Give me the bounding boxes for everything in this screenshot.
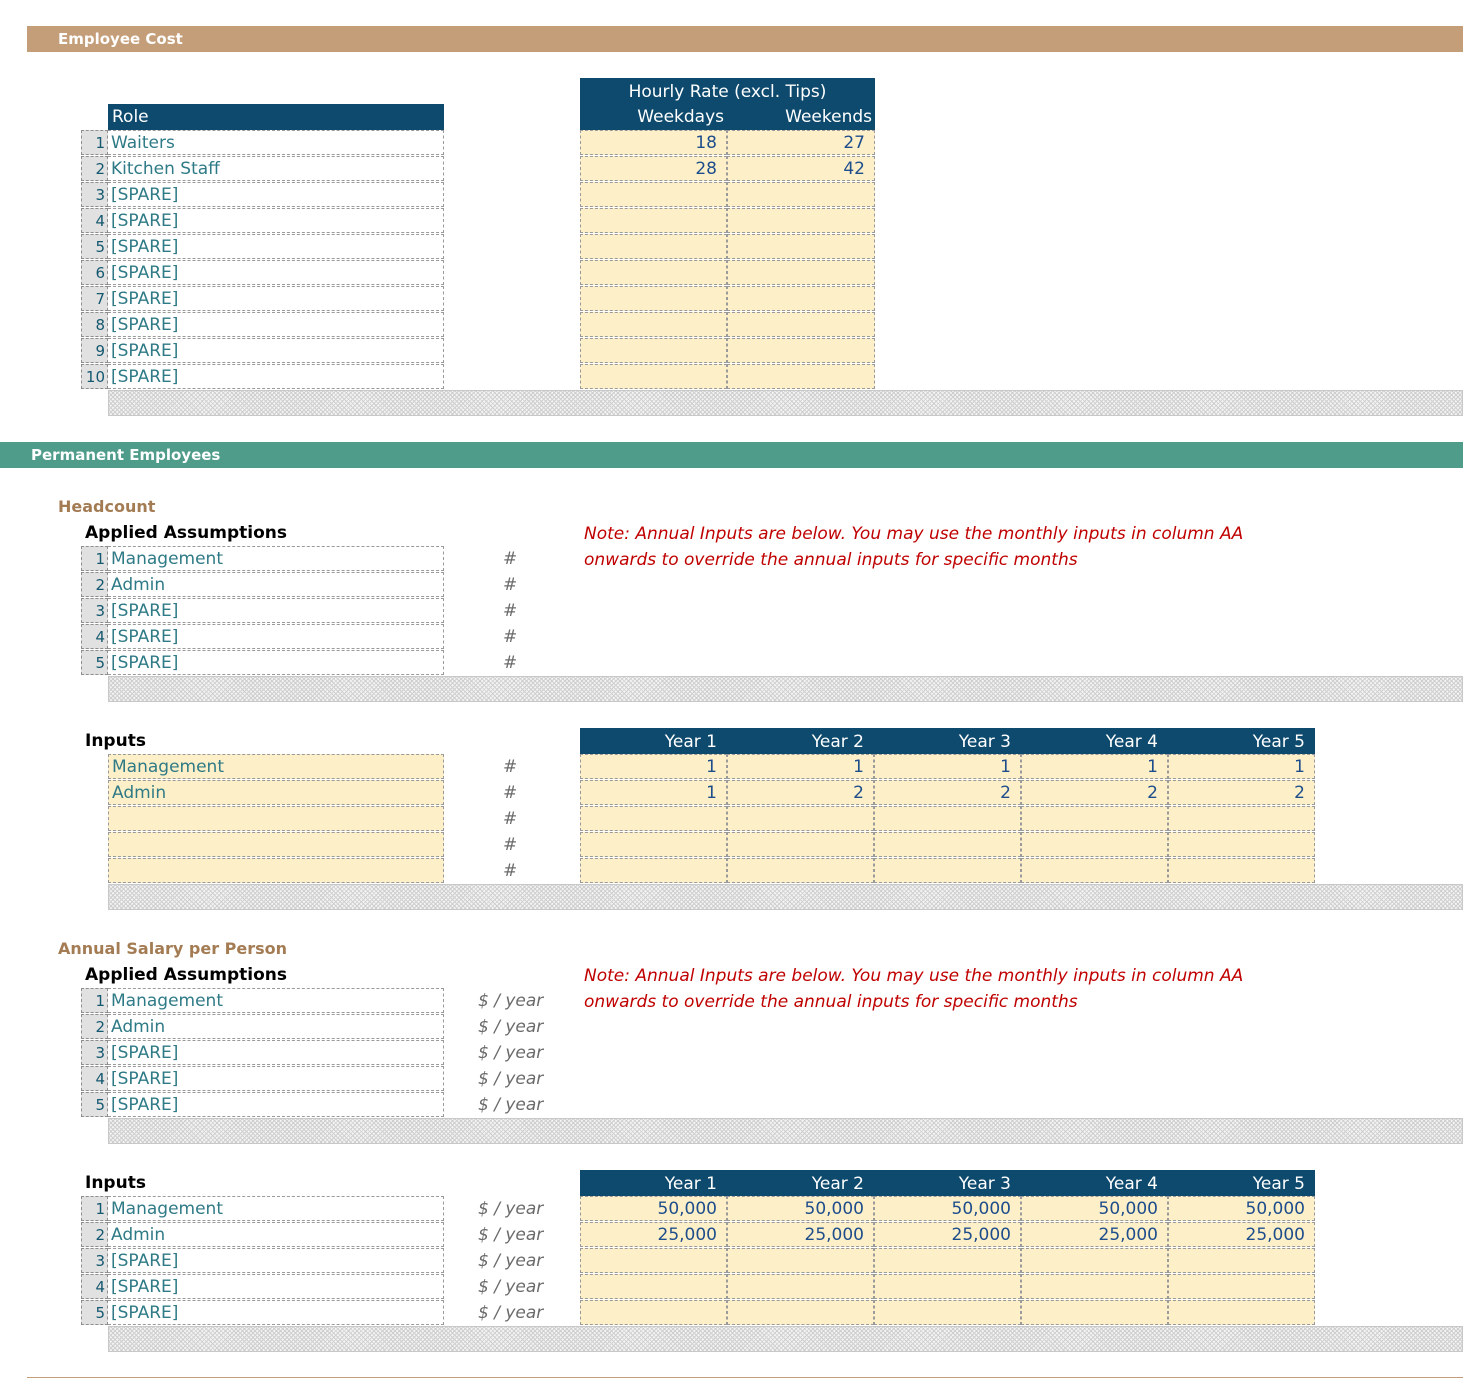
headcount-note-line2: onwards to override the annual inputs for specific months: [584, 550, 1078, 570]
salary-input-value[interactable]: [727, 1300, 874, 1325]
year-header: Year 3: [874, 1170, 1021, 1196]
weekend-rate-cell[interactable]: [727, 234, 875, 259]
headcount-note-line1: Note: Annual Inputs are below. You may use the monthly inputs in column AA: [584, 524, 1244, 544]
row-number: 2: [81, 1222, 108, 1247]
end-of-section-hatch: [108, 1326, 1463, 1352]
unit-label: #: [503, 601, 518, 621]
salary-input-value[interactable]: 50,000: [727, 1196, 874, 1221]
unit-label: #: [503, 835, 518, 855]
headcount-input-value[interactable]: [874, 806, 1021, 831]
headcount-input-value[interactable]: 2: [727, 780, 874, 805]
weekday-rate-cell[interactable]: [580, 234, 727, 259]
salary-subtitle: Annual Salary per Person: [58, 939, 288, 958]
salary-note-line2: onwards to override the annual inputs for specific months: [584, 992, 1078, 1012]
role-column-header: Role: [108, 104, 444, 130]
headcount-input-value[interactable]: 2: [1021, 780, 1168, 805]
salary-input-value[interactable]: [1021, 1248, 1168, 1273]
salary-input-value[interactable]: [580, 1274, 727, 1299]
weekend-rate-cell[interactable]: [727, 260, 875, 285]
row-number: 1: [81, 130, 108, 155]
row-number: 1: [81, 546, 108, 571]
row-number: 3: [81, 1040, 108, 1065]
row-number: 7: [81, 286, 108, 311]
headcount-input-name[interactable]: Admin: [108, 780, 444, 805]
unit-label: $ / year: [478, 1017, 544, 1037]
applied-role-cell: Admin: [108, 1014, 444, 1039]
year-header: Year 5: [1168, 1170, 1315, 1196]
unit-label: $ / year: [478, 1303, 544, 1323]
headcount-input-name[interactable]: [108, 858, 444, 883]
weekend-rate-cell[interactable]: [727, 312, 875, 337]
hourly-rate-header: Hourly Rate (excl. Tips): [580, 78, 875, 104]
salary-input-value[interactable]: [727, 1248, 874, 1273]
headcount-input-value[interactable]: 2: [874, 780, 1021, 805]
year-header: Year 4: [1021, 1170, 1168, 1196]
salary-applied-label: Applied Assumptions: [85, 965, 287, 985]
weekdays-column-header: Weekdays: [580, 104, 727, 130]
unit-label: $ / year: [478, 1069, 544, 1089]
salary-input-value[interactable]: [580, 1300, 727, 1325]
salary-inputs-label: Inputs: [85, 1173, 146, 1193]
year-header: Year 1: [580, 728, 727, 754]
salary-input-value[interactable]: 25,000: [1021, 1222, 1168, 1247]
salary-input-value[interactable]: 50,000: [1168, 1196, 1315, 1221]
weekend-rate-cell[interactable]: 27: [727, 130, 875, 155]
headcount-input-value[interactable]: [580, 832, 727, 857]
headcount-input-name[interactable]: [108, 806, 444, 831]
row-number: 1: [81, 1196, 108, 1221]
row-number: 4: [81, 1066, 108, 1091]
applied-role-cell: Admin: [108, 572, 444, 597]
row-number: 3: [81, 182, 108, 207]
role-name-cell[interactable]: Waiters: [108, 130, 444, 155]
salary-input-value[interactable]: 50,000: [580, 1196, 727, 1221]
end-of-section-hatch: [108, 884, 1463, 910]
unit-label: #: [503, 575, 518, 595]
salary-input-value[interactable]: [1168, 1274, 1315, 1299]
weekday-rate-cell[interactable]: [580, 338, 727, 363]
role-name-cell[interactable]: [SPARE]: [108, 312, 444, 337]
year-header: Year 2: [727, 1170, 874, 1196]
salary-input-value[interactable]: [874, 1248, 1021, 1273]
weekend-rate-cell[interactable]: [727, 182, 875, 207]
salary-input-name: [SPARE]: [108, 1300, 444, 1325]
weekday-rate-cell[interactable]: [580, 208, 727, 233]
row-number: 3: [81, 1248, 108, 1273]
row-number: 1: [81, 988, 108, 1013]
row-number: 9: [81, 338, 108, 363]
weekend-rate-cell[interactable]: 42: [727, 156, 875, 181]
role-name-cell[interactable]: Kitchen Staff: [108, 156, 444, 181]
weekend-rate-cell[interactable]: [727, 208, 875, 233]
row-number: 2: [81, 1014, 108, 1039]
applied-role-cell: [SPARE]: [108, 624, 444, 649]
headcount-input-value[interactable]: [727, 832, 874, 857]
unit-label: $ / year: [478, 1251, 544, 1271]
unit-label: #: [503, 757, 518, 777]
salary-input-value[interactable]: 25,000: [580, 1222, 727, 1247]
salary-input-value[interactable]: 50,000: [1021, 1196, 1168, 1221]
row-number: 5: [81, 234, 108, 259]
salary-input-name: Admin: [108, 1222, 444, 1247]
weekend-rate-cell[interactable]: [727, 338, 875, 363]
applied-role-cell: [SPARE]: [108, 598, 444, 623]
headcount-input-value[interactable]: 1: [580, 754, 727, 779]
headcount-input-value[interactable]: 1: [1168, 754, 1315, 779]
headcount-inputs-label: Inputs: [85, 731, 146, 751]
unit-label: #: [503, 653, 518, 673]
role-name-cell[interactable]: [SPARE]: [108, 234, 444, 259]
salary-input-value[interactable]: [580, 1248, 727, 1273]
weekday-rate-cell[interactable]: [580, 364, 727, 389]
weekend-rate-cell[interactable]: [727, 286, 875, 311]
headcount-applied-label: Applied Assumptions: [85, 523, 287, 543]
headcount-input-value[interactable]: [1021, 806, 1168, 831]
end-of-section-hatch: [108, 1118, 1463, 1144]
headcount-input-value[interactable]: [727, 806, 874, 831]
salary-input-value[interactable]: [1021, 1274, 1168, 1299]
unit-label: $ / year: [478, 1095, 544, 1115]
permanent-employees-header: Permanent Employees: [0, 442, 1463, 468]
row-number: 8: [81, 312, 108, 337]
year-header: Year 1: [580, 1170, 727, 1196]
salary-input-value[interactable]: 50,000: [874, 1196, 1021, 1221]
role-name-cell[interactable]: [SPARE]: [108, 182, 444, 207]
applied-role-cell: [SPARE]: [108, 1066, 444, 1091]
headcount-input-value[interactable]: [727, 858, 874, 883]
headcount-input-value[interactable]: 1: [874, 754, 1021, 779]
applied-role-cell: [SPARE]: [108, 1040, 444, 1065]
row-number: 4: [81, 208, 108, 233]
role-name-cell[interactable]: [SPARE]: [108, 260, 444, 285]
year-header: Year 4: [1021, 728, 1168, 754]
headcount-input-value[interactable]: [874, 832, 1021, 857]
headcount-input-value[interactable]: 1: [580, 780, 727, 805]
end-of-section-hatch: [108, 390, 1463, 416]
weekday-rate-cell[interactable]: 28: [580, 156, 727, 181]
unit-label: $ / year: [478, 1043, 544, 1063]
weekday-rate-cell[interactable]: [580, 182, 727, 207]
employee-cost-header: Employee Cost: [27, 26, 1463, 52]
salary-input-name: [SPARE]: [108, 1248, 444, 1273]
salary-input-name: Management: [108, 1196, 444, 1221]
role-name-cell[interactable]: [SPARE]: [108, 286, 444, 311]
salary-input-value[interactable]: [1168, 1300, 1315, 1325]
row-number: 5: [81, 1300, 108, 1325]
unit-label: #: [503, 549, 518, 569]
salary-input-name: [SPARE]: [108, 1274, 444, 1299]
salary-input-value[interactable]: [1021, 1300, 1168, 1325]
row-number: 10: [81, 364, 108, 389]
weekday-rate-cell[interactable]: [580, 312, 727, 337]
headcount-input-value[interactable]: [1168, 858, 1315, 883]
headcount-input-value[interactable]: [1021, 832, 1168, 857]
headcount-subtitle: Headcount: [58, 497, 156, 516]
salary-input-value[interactable]: 25,000: [874, 1222, 1021, 1247]
role-name-cell[interactable]: [SPARE]: [108, 208, 444, 233]
row-number: 2: [81, 572, 108, 597]
headcount-input-value[interactable]: 1: [1021, 754, 1168, 779]
unit-label: #: [503, 809, 518, 829]
headcount-input-value[interactable]: [874, 858, 1021, 883]
year-header: Year 5: [1168, 728, 1315, 754]
role-name-cell[interactable]: [SPARE]: [108, 364, 444, 389]
salary-input-value[interactable]: 25,000: [727, 1222, 874, 1247]
headcount-input-value[interactable]: 1: [727, 754, 874, 779]
unit-label: $ / year: [478, 1277, 544, 1297]
salary-input-value[interactable]: [1168, 1248, 1315, 1273]
weekday-rate-cell[interactable]: [580, 260, 727, 285]
unit-label: $ / year: [478, 1199, 544, 1219]
row-number: 4: [81, 1274, 108, 1299]
unit-label: #: [503, 627, 518, 647]
bottom-divider: [27, 1377, 1463, 1378]
headcount-input-value[interactable]: [1168, 832, 1315, 857]
unit-label: $ / year: [478, 1225, 544, 1245]
weekday-rate-cell[interactable]: [580, 286, 727, 311]
applied-role-cell: [SPARE]: [108, 1092, 444, 1117]
row-number: 5: [81, 650, 108, 675]
headcount-input-value[interactable]: [1168, 806, 1315, 831]
row-number: 5: [81, 1092, 108, 1117]
applied-role-cell: Management: [108, 546, 444, 571]
salary-input-value[interactable]: [727, 1274, 874, 1299]
headcount-input-name[interactable]: Management: [108, 754, 444, 779]
headcount-input-value[interactable]: 2: [1168, 780, 1315, 805]
weekend-rate-cell[interactable]: [727, 364, 875, 389]
headcount-input-name[interactable]: [108, 832, 444, 857]
salary-input-value[interactable]: 25,000: [1168, 1222, 1315, 1247]
role-name-cell[interactable]: [SPARE]: [108, 338, 444, 363]
headcount-input-value[interactable]: [580, 806, 727, 831]
end-of-section-hatch: [108, 676, 1463, 702]
weekends-column-header: Weekends: [727, 104, 875, 130]
salary-input-value[interactable]: [874, 1274, 1021, 1299]
headcount-input-value[interactable]: [1021, 858, 1168, 883]
applied-role-cell: [SPARE]: [108, 650, 444, 675]
row-number: 4: [81, 624, 108, 649]
row-number: 6: [81, 260, 108, 285]
salary-input-value[interactable]: [874, 1300, 1021, 1325]
row-number: 2: [81, 156, 108, 181]
unit-label: #: [503, 783, 518, 803]
year-header: Year 3: [874, 728, 1021, 754]
applied-role-cell: Management: [108, 988, 444, 1013]
unit-label: #: [503, 861, 518, 881]
unit-label: $ / year: [478, 991, 544, 1011]
salary-note-line1: Note: Annual Inputs are below. You may use the monthly inputs in column AA: [584, 966, 1244, 986]
row-number: 3: [81, 598, 108, 623]
year-header: Year 2: [727, 728, 874, 754]
weekday-rate-cell[interactable]: 18: [580, 130, 727, 155]
headcount-input-value[interactable]: [580, 858, 727, 883]
